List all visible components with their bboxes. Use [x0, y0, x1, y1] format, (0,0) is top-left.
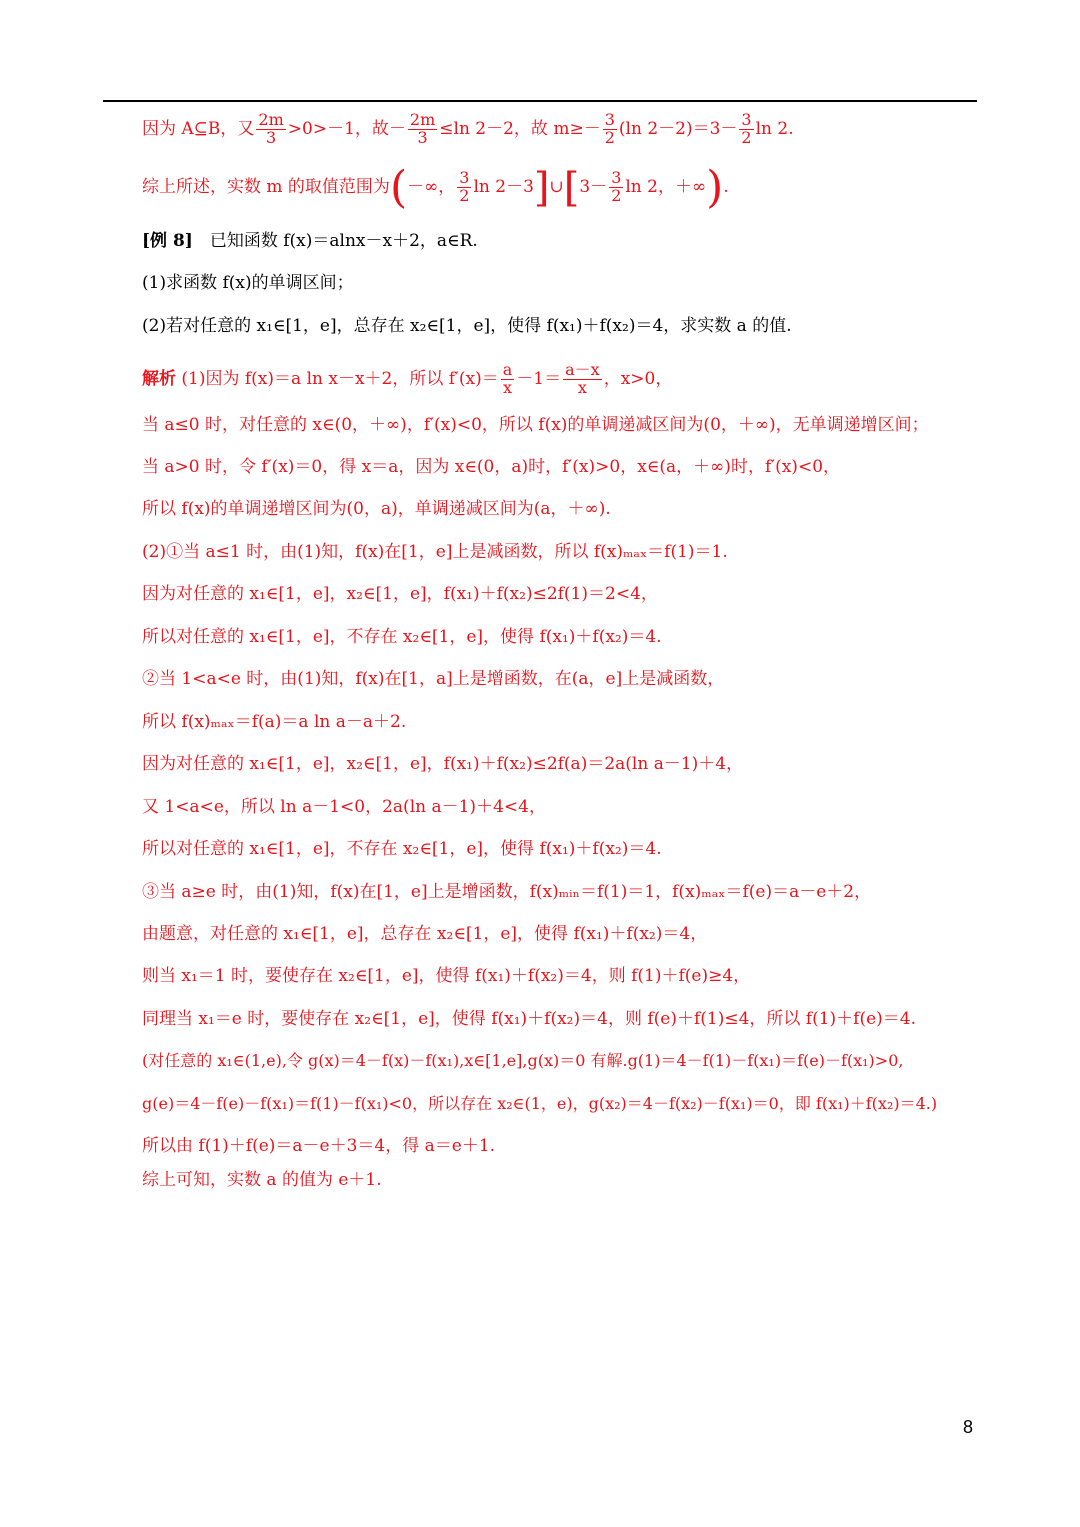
text-run: 因为 A⊆B，又	[142, 118, 255, 139]
text-run: .	[723, 177, 729, 198]
question-1	[142, 275, 354, 292]
solution-line	[142, 841, 662, 858]
solution-line	[142, 714, 406, 731]
fraction-numerator: a	[502, 360, 513, 379]
solution-line	[142, 544, 728, 561]
solution-line-1	[142, 112, 794, 147]
text-run: g(e)＝4－f(e)－f(x₁)＝f(1)－f(x₁)<0，所以存在 x₂∈(1，e)，g(x₂)＝4－f(x₂)－f(x₁)＝0，即 f(x₁)＋f(x₂)＝4.)	[142, 1094, 938, 1113]
left-paren: (	[389, 162, 408, 213]
solution-line-2	[142, 162, 729, 213]
fraction	[408, 112, 437, 147]
text-run: 所以 f(x)的单调递增区间为(0，a)，单调递减区间为(a，＋∞).	[142, 499, 611, 519]
right-paren: )	[706, 162, 724, 213]
page-number: 8	[963, 1417, 974, 1437]
question-2	[142, 318, 792, 335]
fraction-numerator: 2m	[258, 110, 284, 129]
text-run: 3－	[579, 177, 608, 198]
solution-line	[142, 417, 929, 434]
solution-intro	[142, 362, 672, 397]
example-statement: 已知函数 f(x)＝alnx－x＋2，a∈R.	[192, 231, 478, 251]
text-run: (2)①当 a≤1 时，由(1)知，f(x)在[1，e]上是减函数，所以 f(x)ₘₐₓ＝f(1)＝1.	[142, 542, 728, 562]
solution-line	[142, 926, 707, 943]
text-run: ，x>0，	[603, 368, 673, 389]
right-bracket: ]	[533, 164, 550, 211]
solution-line	[142, 1096, 937, 1112]
fraction-numerator: 3	[741, 110, 752, 129]
solution-line	[142, 629, 662, 646]
fraction-denominator: x	[577, 377, 587, 397]
solution-line	[142, 1011, 916, 1028]
text-run: 因为对任意的 x₁∈[1，e]，x₂∈[1，e]，f(x₁)＋f(x₂)≤2f(1)＝2<4，	[142, 584, 658, 604]
text-run: 则当 x₁＝1 时，要使存在 x₂∈[1，e]，使得 f(x₁)＋f(x₂)＝4，则 f(1)＋f(e)≥4，	[142, 966, 751, 986]
fraction	[501, 362, 515, 397]
union-symbol: ∪	[549, 177, 564, 198]
text-run: ③当 a≥e 时，由(1)知，f(x)在[1，e]上是增函数，f(x)ₘᵢₙ＝f(1)＝1，f(x)ₘₐₓ＝f(e)＝a－e＋2，	[142, 882, 872, 902]
fraction-numerator: 3	[611, 168, 622, 188]
fraction	[603, 112, 617, 147]
solution-line	[142, 1053, 903, 1069]
solution-line	[142, 968, 750, 985]
fraction-numerator: a－x	[565, 360, 600, 379]
fraction-numerator: 3	[604, 110, 615, 129]
text-run: 因为对任意的 x₁∈[1，e]，x₂∈[1，e]，f(x₁)＋f(x₂)≤2f(a)＝2a(ln a－1)＋4，	[142, 754, 744, 774]
fraction	[609, 170, 623, 205]
text-run: 所以由 f(1)＋f(e)＝a－e＋3＝4，得 a＝e＋1.	[142, 1136, 496, 1156]
fraction-denominator: 3	[266, 127, 277, 147]
text-run: 由题意，对任意的 x₁∈[1，e]，总存在 x₂∈[1，e]，使得 f(x₁)＋f(x₂)＝4，	[142, 924, 708, 944]
fraction-numerator: 2m	[409, 110, 436, 129]
text-run: ②当 1<a<e 时，由(1)知，f(x)在[1，a]上是增函数，在(a，e]上是减函数，	[142, 669, 725, 689]
fraction-denominator: 3	[417, 127, 428, 147]
example-label: [例 8]	[142, 231, 193, 251]
fraction-denominator: 2	[459, 186, 470, 206]
text-run: 所以对任意的 x₁∈[1，e]，不存在 x₂∈[1，e]，使得 f(x₁)＋f(x₂)＝4.	[142, 627, 662, 647]
left-bracket: [	[563, 164, 580, 211]
fraction-denominator: 2	[741, 127, 752, 147]
example-heading	[142, 233, 478, 250]
text-run: 综上所述，实数 m 的取值范围为	[142, 177, 390, 198]
solution-line	[142, 671, 724, 688]
text-run: (对任意的 x₁∈(1,e),令 g(x)＝4－f(x)－f(x₁),x∈[1,e],g(x)＝0 有解.g(1)＝4－f(1)－f(x₁)＝f(e)－f(x₁)>0,	[142, 1051, 904, 1070]
solution-conclusion	[142, 1172, 382, 1189]
text-run: 又 1<a<e，所以 ln a－1<0，2a(ln a－1)＋4<4，	[142, 797, 546, 817]
text-run: ≤ln 2－2，故 m≥－	[439, 118, 601, 139]
text-run: 所以对任意的 x₁∈[1，e]，不存在 x₂∈[1，e]，使得 f(x₁)＋f(x₂)＝4.	[142, 839, 662, 859]
text-run: ln 2.	[755, 118, 794, 139]
fraction-denominator: x	[503, 377, 513, 397]
solution-line	[142, 501, 611, 518]
fraction	[457, 170, 471, 205]
text-run: (ln 2－2)＝3－	[618, 118, 738, 139]
text-run: (1)求函数 f(x)的单调区间；	[142, 273, 354, 293]
text-run: ln 2，＋∞	[625, 177, 707, 198]
text-run: (1)因为 f(x)＝a ln x－x＋2，所以 f′(x)＝	[176, 368, 499, 389]
solution-label: 解析	[142, 368, 176, 389]
text-run: >0>－1，故－	[287, 118, 406, 139]
text-run: －∞，	[407, 177, 456, 198]
text-run: －1＝	[516, 368, 562, 389]
solution-line	[142, 586, 658, 603]
solution-line	[142, 799, 546, 816]
solution-line	[142, 756, 743, 773]
header-rule	[103, 100, 977, 102]
solution-line	[142, 884, 871, 901]
fraction-numerator: 3	[459, 168, 470, 188]
solution-line	[142, 459, 840, 476]
text-run: 同理当 x₁＝e 时，要使存在 x₂∈[1，e]，使得 f(x₁)＋f(x₂)＝4，则 f(e)＋f(1)≤4，所以 f(1)＋f(e)＝4.	[142, 1009, 917, 1029]
text-run: 当 a≤0 时，对任意的 x∈(0，＋∞)，f′(x)<0，所以 f(x)的单调递减区间为(0，＋∞)，无单调递增区间；	[142, 415, 929, 435]
fraction	[739, 112, 753, 147]
text-run: 综上可知，实数 a 的值为 e＋1.	[142, 1170, 382, 1190]
text-run: ln 2－3	[473, 177, 534, 198]
solution-line	[142, 1138, 495, 1155]
fraction	[563, 362, 602, 397]
text-run: (2)若对任意的 x₁∈[1，e]，总存在 x₂∈[1，e]，使得 f(x₁)＋f(x₂)＝4，求实数 a 的值.	[142, 316, 792, 336]
text-run: 所以 f(x)ₘₐₓ＝f(a)＝a ln a－a＋2.	[142, 712, 407, 732]
fraction-denominator: 2	[611, 186, 622, 206]
fraction-denominator: 2	[604, 127, 615, 147]
text-run: 当 a>0 时，令 f′(x)＝0，得 x＝a，因为 x∈(0，a)时，f′(x)>0，x∈(a，＋∞)时，f′(x)<0，	[142, 457, 841, 477]
fraction	[256, 112, 285, 147]
